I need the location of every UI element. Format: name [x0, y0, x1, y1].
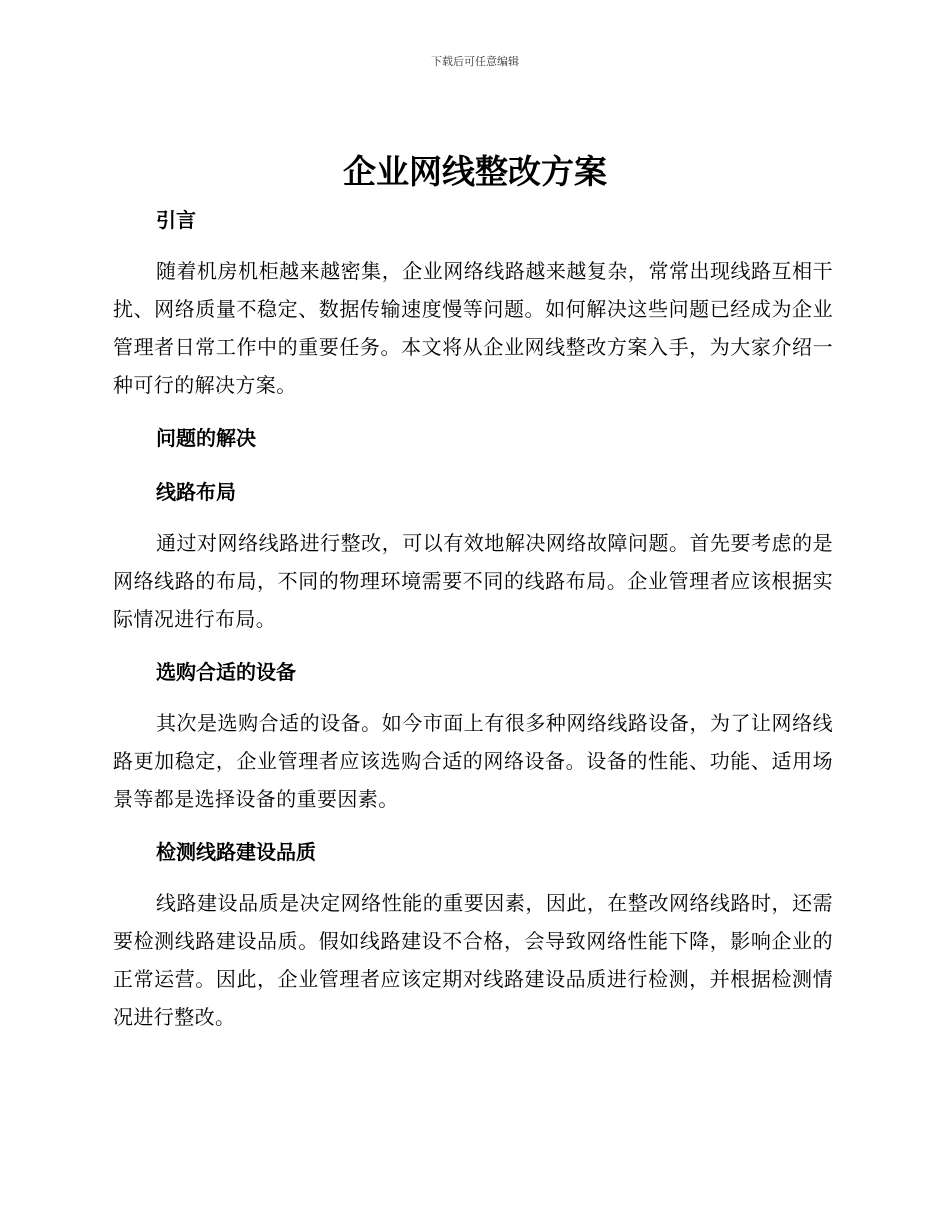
heading-layout: 线路布局	[156, 480, 236, 504]
paragraph-equipment: 其次是选购合适的设备。如今市面上有很多种网络线路设备，为了让网络线路更加稳定，企业管理者应该选购合适的网络设备。设备的性能、功能、适用场景等都是选择设备的重要因素。	[113, 711, 833, 811]
paragraph-layout: 通过对网络线路进行整改，可以有效地解决网络故障问题。首先要考虑的是网络线路的布局，不同的物理环境需要不同的线路布局。企业管理者应该根据实际情况进行布局。	[113, 531, 833, 631]
heading-solution: 问题的解决	[156, 426, 256, 450]
heading-equipment: 选购合适的设备	[156, 660, 296, 684]
paragraph-intro: 随着机房机柜越来越密集，企业网络线路越来越复杂，常常出现线路互相干扰、网络质量不稳定、数据传输速度慢等问题。如何解决这些问题已经成为企业管理者日常工作中的重要任务。本文将从企业网线整改方案入手，为大家介绍一种可行的解决方案。	[113, 259, 833, 397]
page-header: 下载后可任意编辑	[431, 55, 519, 68]
paragraph-quality: 线路建设品质是决定网络性能的重要因素，因此，在整改网络线路时，还需要检测线路建设品质。假如线路建设不合格，会导致网络性能下降，影响企业的正常运营。因此，企业管理者应该定期对线路建设品质进行检测，并根据检测情况进行整改。	[113, 891, 833, 1029]
document-body	[113, 200, 833, 1036]
heading-quality: 检测线路建设品质	[156, 840, 316, 864]
document-title: 企业网线整改方案	[343, 152, 607, 191]
heading-intro: 引言	[156, 208, 196, 232]
